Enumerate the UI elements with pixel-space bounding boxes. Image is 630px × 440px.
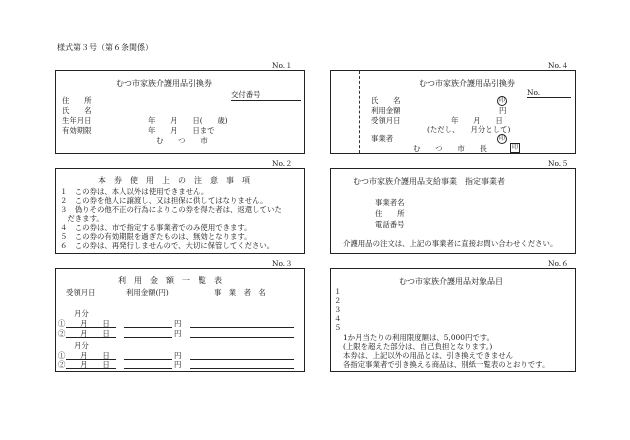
no4-yen: 円 [499, 106, 507, 115]
no3-row-2-amount-line [124, 337, 172, 338]
no1-title: むつ市家族介護用品引換券 [116, 79, 212, 88]
no3-row-1: ① 月 日 [58, 319, 110, 328]
no3-col-amount: 利用金額(円) [126, 288, 169, 297]
no4-number: No.４ [548, 61, 569, 70]
no4-mayor-seal: 印 [511, 144, 518, 151]
no6-number: No.６ [548, 259, 569, 268]
no3-row-1-amount-line [124, 327, 172, 328]
no3-row-1-vendor-line [190, 327, 294, 328]
no4-perforation [359, 71, 360, 153]
no3-row-3: ① 月 日 [58, 351, 110, 360]
no6-num-2: ２ [334, 296, 342, 305]
no6-num-4: ４ [334, 314, 342, 323]
no6-num-1: １ [334, 287, 342, 296]
no4-note: (ただし、 月分として) [427, 125, 511, 134]
no3-row-3-yen: 円 [174, 351, 182, 360]
no5-phone: 電話番号 [375, 220, 405, 229]
no1-ticket [55, 70, 305, 154]
no3-row-3-vendor-line [190, 359, 294, 360]
no3-row-1-date-line [66, 327, 116, 328]
no3-col-date: 受領月日 [66, 288, 96, 297]
no4-title: むつ市家族介護用品引換券 [419, 79, 515, 88]
no3-row-2-yen: 円 [174, 329, 182, 338]
no2-item-4: ４ この券は、市で指定する事業者でのみ使用できます。 [60, 223, 252, 232]
no1-dob-value: 年 月 日( 歳) [148, 116, 228, 125]
no2-item-1: １ この券は、本人以外は使用できません。 [60, 187, 209, 196]
no3-number: No.３ [272, 259, 293, 268]
no4-vendor-label: 事業者 [371, 134, 394, 143]
no2-notes [55, 168, 305, 254]
no3-row-4-yen: 円 [174, 360, 182, 369]
no3-month-1: 月分 [74, 309, 89, 318]
no3-col-vendor: 事 業 者 名 [214, 288, 266, 297]
no1-city: む つ 市 [156, 136, 208, 145]
no6-num-5: ５ [334, 323, 342, 332]
no4-date-value: 年 月 日 [451, 116, 503, 125]
no3-row-2-date-line [66, 337, 116, 338]
no3-row-3-amount-line [124, 359, 172, 360]
no1-number: No.１ [272, 61, 293, 70]
no3-row-4-vendor-line [190, 368, 294, 369]
no6-title: むつ市家族介護用品対象品目 [399, 277, 503, 286]
no6-items [330, 268, 576, 372]
no3-row-4-date-line [66, 368, 116, 369]
no6-line-4: 各指定事業者で引き換える商品は、別紙一覧表のとおりです。 [343, 360, 550, 369]
no5-note: 介護用品の注文は、上記の事業者に直接お問い合わせください。 [343, 239, 558, 248]
no1-issue-no-line [231, 100, 301, 101]
no2-number: No.２ [272, 159, 293, 168]
no1-expiry-label: 有効期限 [62, 126, 92, 135]
no5-vendor-name: 事業者名 [375, 198, 405, 207]
form-label: 様式第３号（第６条関係） [57, 43, 153, 52]
no3-row-2: ② 月 日 [58, 329, 110, 338]
no6-num-3: ３ [334, 305, 342, 314]
no2-title: 本 券 使 用 上 の 注 意 事 項 [98, 176, 250, 185]
no4-no-label: No. [527, 88, 541, 97]
no4-ticket [330, 70, 576, 154]
no2-item-5: ５ この券の有効期限を過ぎたものは、無効となります。 [60, 232, 252, 241]
no4-vendor-seal: 印 [498, 135, 505, 142]
no6-line-3: 本券は、上記以外の用品とは、引き換えできません [343, 351, 513, 360]
no5-title: むつ市家族介護用品支給事業 指定事業者 [353, 177, 505, 186]
no6-line-2: (上限を超えた部分は、自己負担となります。) [343, 342, 493, 351]
no3-row-2-vendor-line [190, 337, 294, 338]
no3-usage-table [55, 268, 305, 372]
no1-address-label: 住 所 [62, 96, 92, 105]
no5-address: 住 所 [375, 209, 405, 218]
no4-amount-label: 利用金額 [371, 106, 401, 115]
no1-expiry-value: 年 月 日まで [148, 126, 215, 135]
no2-item-2: ２ この券を他人に譲渡し、又は担保に供してはなりません。 [60, 196, 268, 205]
no4-name-seal: 印 [498, 97, 505, 104]
no1-issue-no-label: 交付番号 [231, 90, 261, 99]
no5-number: No.５ [548, 159, 569, 168]
no3-row-4: ② 月 日 [58, 360, 110, 369]
no3-month-2: 月分 [74, 341, 89, 350]
no1-dob-label: 生年月日 [62, 116, 92, 125]
no2-item-6: ６ この券は、再発行しませんので、大切に保管してください。 [60, 241, 275, 250]
no3-title: 利 用 金 額 一 覧 表 [118, 276, 222, 285]
no2-item-3: ３ 偽りその他不正の行為によりこの券を得た者は、返還していた [60, 205, 282, 214]
no5-vendor [330, 168, 576, 254]
no3-row-1-yen: 円 [174, 319, 182, 328]
no4-no-line [527, 97, 571, 98]
no4-date-label: 受領月日 [371, 116, 401, 125]
no4-name-label: 氏 名 [371, 96, 401, 105]
no2-item-3-cont: だきます。 [60, 214, 104, 223]
no1-name-label: 氏 名 [62, 106, 92, 115]
no3-row-4-amount-line [124, 368, 172, 369]
no6-line-1: 1か月当たりの利用限度額は、5,000円です。 [343, 333, 494, 342]
no4-mayor: む つ 市 長 [413, 144, 487, 153]
